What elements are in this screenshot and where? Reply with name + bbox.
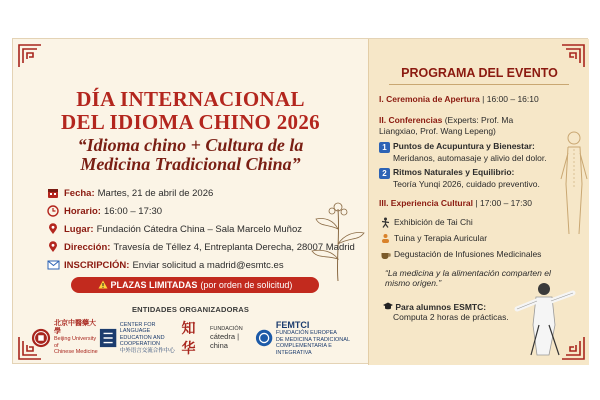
s1-label: I. Ceremonia de Apertura <box>379 94 480 104</box>
organizers-title: ENTIDADES ORGANIZADORAS <box>131 305 250 314</box>
s3-label: III. Experiencia Cultural <box>379 198 474 208</box>
horario-label: Horario: <box>64 205 101 217</box>
fecha-value: Martes, 21 de abril de 2026 <box>97 187 214 199</box>
clock-icon <box>46 204 60 218</box>
p2-title: Ritmos Naturales y Equilibrio: <box>393 167 515 177</box>
info-horario <box>46 204 162 218</box>
program-point-1 <box>379 141 567 164</box>
program-section-2 <box>379 115 559 136</box>
p2-num: 2 <box>379 168 390 179</box>
clec-en3: COOPERATION <box>119 341 161 348</box>
tai-chi-icon <box>379 216 391 228</box>
program-title: PROGRAMA DEL EVENTO <box>401 66 558 80</box>
bucm-en2: Chinese Medicine <box>54 349 98 356</box>
title-line-2: DEL IDIOMA CHINO 2026 <box>61 110 320 134</box>
warning-icon <box>98 280 108 291</box>
program-quote: “La medicina y la alimentación comparten el mismo origen.” <box>385 268 551 288</box>
herb-illustration-icon <box>308 189 370 284</box>
calendar-icon <box>46 186 60 200</box>
direccion-value: Travesía de Téllez 4, Entreplanta Derecha, 28007 Madrid <box>113 241 355 253</box>
subtitle-line-1: “Idioma chino + Cultura de la <box>77 135 304 155</box>
lugar-value: Fundación Cátedra China – Sala Marcelo Muñoz <box>96 223 302 235</box>
p1-num: 1 <box>379 142 390 153</box>
clec-logo <box>99 322 182 355</box>
s3-time: | 17:00 – 17:30 <box>475 198 532 208</box>
p2-desc: Teoría Yunqi 2026, cuidado preventivo. <box>393 179 540 189</box>
s1-time: | 16:00 – 16:10 <box>482 94 539 104</box>
students-label: Para alumnos ESMTC: <box>395 302 487 312</box>
limited-seats-badge <box>71 277 319 293</box>
graduation-cap-icon <box>383 302 395 312</box>
bucm-en1: Beijing University of <box>54 336 97 349</box>
info-inscripcion <box>46 258 284 272</box>
clec-mark-icon <box>99 327 117 349</box>
inscripcion-label: INSCRIPCIÓN: <box>64 259 130 271</box>
s2-b: Liangxiao, Prof. Wang Lepeng) <box>379 125 496 136</box>
subtitle-line-2: Medicina Tradicional China” <box>80 154 301 174</box>
femtci-3: COMPLEMENTARIA E INTEGRATIVA <box>275 343 332 356</box>
title-line-1: DÍA INTERNACIONAL <box>76 87 305 111</box>
info-lugar <box>46 222 302 236</box>
lugar-label: Lugar: <box>64 223 94 235</box>
program-title-divider <box>389 84 569 85</box>
limited-label: PLAZAS LIMITADAS <box>110 280 198 290</box>
organizer-logos <box>31 320 361 356</box>
activity-tai-chi <box>379 216 473 228</box>
students-note <box>383 302 509 322</box>
limited-sub: (por orden de solicitud) <box>200 280 293 290</box>
bucm-cn: 北京中醫藥大學 <box>54 320 96 336</box>
fret-corner-icon <box>17 43 43 69</box>
s2-a: (Experts: Prof. Ma <box>444 115 514 125</box>
program-section-3 <box>379 198 584 209</box>
program-panel <box>368 39 589 365</box>
femtci-mark-icon <box>255 328 273 348</box>
massage-icon <box>379 232 391 244</box>
fecha-label: Fecha: <box>64 187 95 199</box>
envelope-icon <box>46 258 60 272</box>
activity-tuina <box>379 232 487 244</box>
femtci-2: DE MEDICINA TRADICIONAL <box>275 336 351 343</box>
inscripcion-value[interactable]: Enviar solicitud a madrid@esmtc.es <box>132 259 284 271</box>
s2-label: II. Conferencias <box>379 115 443 125</box>
bucm-seal-icon <box>31 327 51 349</box>
location-pin-icon <box>46 222 60 236</box>
fcc-cn: 知华 <box>181 321 196 357</box>
horario-value: 16:00 – 17:30 <box>103 205 163 217</box>
p1-title: Puntos de Acupuntura y Bienestar: <box>393 141 535 151</box>
catedra-china-logo <box>182 318 255 358</box>
femtci-logo <box>255 320 361 356</box>
tea-cup-icon <box>379 248 391 260</box>
femtci-name: FEMTCI <box>275 320 310 330</box>
p1-desc: Meridanos, automasaje y alivio del dolor. <box>393 153 547 163</box>
direccion-label: Dirección: <box>64 241 111 253</box>
activity-infusiones <box>379 248 541 260</box>
fcc-top: FUNDACIÓN <box>209 325 243 332</box>
tai-chi-figure-icon <box>509 279 579 359</box>
bucm-logo <box>31 320 99 356</box>
program-point-2 <box>379 167 567 190</box>
clec-en1: CENTER FOR LANGUAGE <box>119 321 156 335</box>
poster-left-panel <box>13 39 368 365</box>
fcc-main: cátedra | china <box>209 332 240 351</box>
act1-label: Exhibición de Tai Chi <box>394 217 473 227</box>
act3-label: Degustación de Infusiones Medicinales <box>394 249 542 259</box>
location-pin-icon <box>46 240 60 254</box>
event-poster <box>12 38 588 364</box>
info-direccion <box>46 240 355 254</box>
clec-en2: EDUCATION AND <box>119 334 165 341</box>
clec-cn: 中外语言交流合作中心 <box>119 347 175 354</box>
femtci-1: FUNDACIÓN EUROPEA <box>275 330 337 336</box>
students-desc: Computa 2 horas de prácticas. <box>393 312 509 322</box>
act2-label: Tuina y Terapia Auricular <box>394 233 488 243</box>
info-fecha <box>46 186 213 200</box>
program-section-1 <box>379 94 584 105</box>
